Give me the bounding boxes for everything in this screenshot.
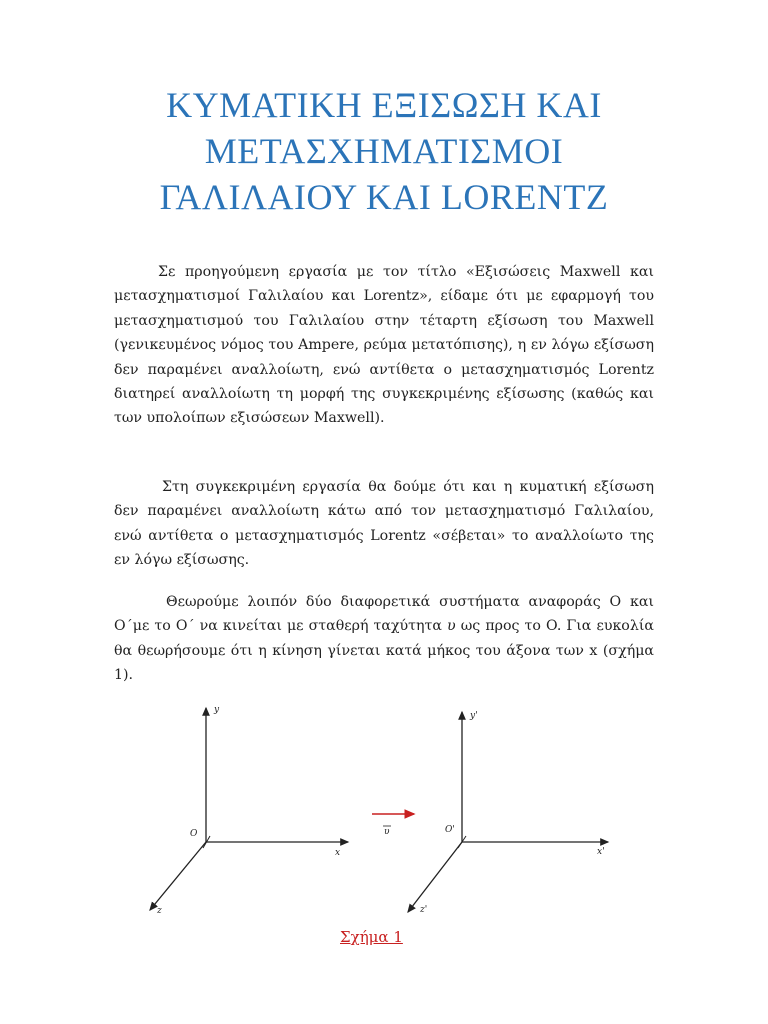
left-z-label: z	[157, 906, 162, 916]
right-y-label: y'	[470, 711, 478, 721]
title-line-3: ΓΑΛΙΛΑΙΟΥ ΚΑΙ LORENTZ	[159, 177, 609, 217]
left-x-label: x	[335, 848, 341, 858]
paragraph-3-text-b: ως προς το O. Για ευκολία θα θεωρήσουμε ότι η κίνηση γίνεται κατά μήκος του άξονα των x (σχήμα 1).	[114, 618, 654, 684]
velocity-symbol: υ	[447, 618, 456, 635]
paragraph-1-text: Σε προηγούμενη εργασία με τον τίτλο «Εξισώσεις Maxwell και μετασχηματισμοί Γαλιλαίου και Lorentz», είδαμε ότι με εφαρμογή του μετασχηματισμού του Γαλιλαίου στην τέταρτη εξίσωση του Maxwell (γενικευμένος νόμος του Ampere, ρεύμα μετατόπισης), η εν λόγω εξίσωση δεν παραμένει αναλλοίωτη, ενώ αντίθετα ο μετασχηματισμός Lorentz διατηρεί αναλλοίωτη τη μορφή της συγκεκριμένης εξίσωσης (καθώς και των υπολοίπων εξισώσεων Maxwell).	[114, 264, 654, 427]
title-line-1: ΚΥΜΑΤΙΚΗ ΕΞΙΣΩΣΗ ΚΑΙ	[166, 85, 602, 125]
right-origin-label: O'	[445, 825, 455, 835]
right-x-label: x'	[597, 847, 605, 857]
left-y-label: y	[214, 705, 220, 715]
left-z-axis	[150, 842, 206, 910]
frame-o-axes	[150, 705, 348, 916]
right-z-label: z'	[420, 905, 428, 915]
left-origin-label: O	[190, 829, 198, 839]
title-line-2: ΜΕΤΑΣΧΗΜΑΤΙΣΜΟΙ	[204, 131, 564, 171]
paragraph-3-text-a: Θεωρούμε λοιπόν δύο διαφορετικά συστήματα αναφοράς O και O΄με το O΄ να κινείται με σταθερή ταχύτητα	[114, 594, 654, 635]
velocity-label: υ	[384, 827, 390, 837]
frame-o-prime-axes	[408, 711, 608, 915]
figure-caption[interactable]: Σχήμα 1	[340, 928, 403, 946]
paragraph-2-text: Στη συγκεκριμένη εργασία θα δούμε ότι και η κυματική εξίσωση δεν παραμένει αναλλοίωτη κάτω από τον μετασχηματισμό Γαλιλαίου, ενώ αντίθετα ο μετασχηματισμός Lorentz «σέβεται» το αναλλοίωτο της εν λόγω εξίσωσης.	[114, 479, 654, 569]
velocity-arrow	[372, 814, 414, 837]
right-z-axis	[408, 842, 462, 912]
